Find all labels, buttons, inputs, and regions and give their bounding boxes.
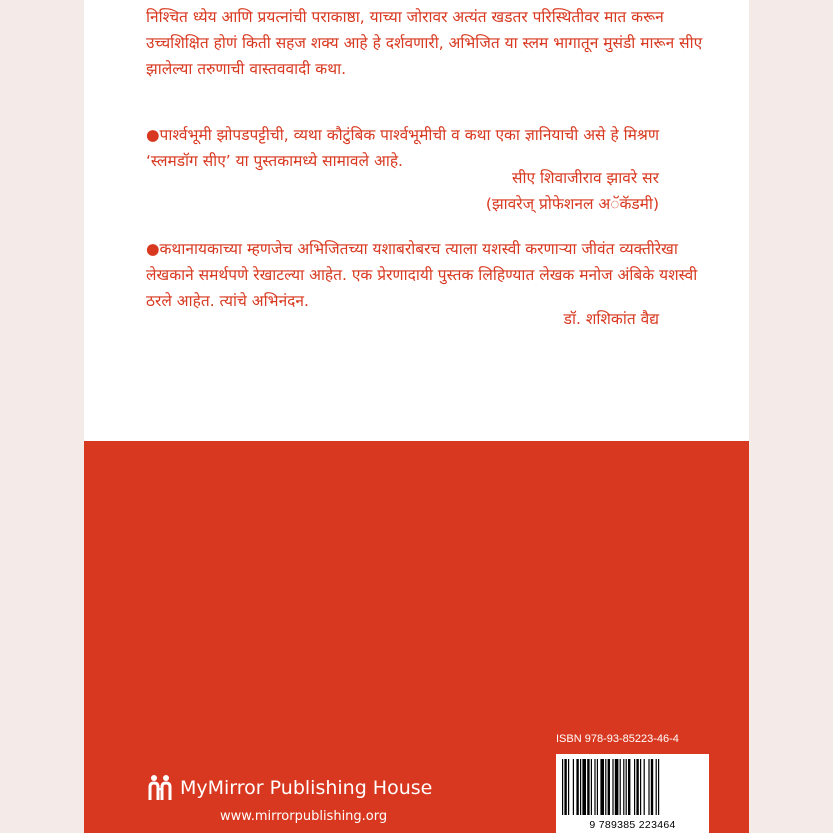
barcode-bars: [562, 759, 703, 815]
intro-paragraph: निश्चित ध्येय आणि प्रयत्नांची पराकाष्ठा, याच्या जोरावर अत्यंत खडतर परिस्थितीवर मात करून उच्चशिक्षित होणं किती सहज शक्य आहे हे दर्शवणारी, अभिजित या स्लम भागातून मुसंडी मारून सीए झालेल्या तरुणाची वास्तववादी कथा.: [146, 8, 703, 78]
review-2-author: डॉ. शशिकांत वैद्य: [563, 310, 659, 328]
publisher-website: www.mirrorpublishing.org: [220, 809, 388, 824]
publisher-logo-icon: [146, 772, 176, 802]
publisher-name: MyMirror Publishing House: [180, 777, 433, 799]
review-paragraph-2: ●कथानायकाच्या म्हणजेच अभिजितच्या यशाबरोबरच त्याला यशस्वी करणाऱ्या जीवंत व्यक्तीरेखा लेखकाने समर्थपणे रेखाटल्या आहेत. एक प्रेरणादायी पुस्तक लिहिण्यात लेखक मनोज अंबिके यशस्वी ठरले आहेत. त्यांचे अभिनंदन.: [146, 240, 698, 310]
review-paragraph-1: ●पार्श्वभूमी झोपडपट्टीची, व्यथा कौटुंबिक पार्श्वभूमीची व कथा एका ज्ञानियाची असे हे मिश्रण ‘स्लमडॉग सीए’ या पुस्तकामध्ये सामावले आहे.: [146, 126, 660, 170]
book-back-cover: [84, 0, 749, 833]
review-1-author: सीए शिवाजीराव झावरे सर: [511, 169, 659, 187]
barcode: [556, 754, 709, 833]
review-1-organization: (झावरेज् प्रोफेशनल अॅकॅडमी): [485, 195, 659, 213]
isbn-label: ISBN 978-93-85223-46-4: [556, 733, 679, 745]
barcode-digits: 9 789385 223464: [589, 819, 676, 831]
publisher-band: [84, 441, 749, 833]
